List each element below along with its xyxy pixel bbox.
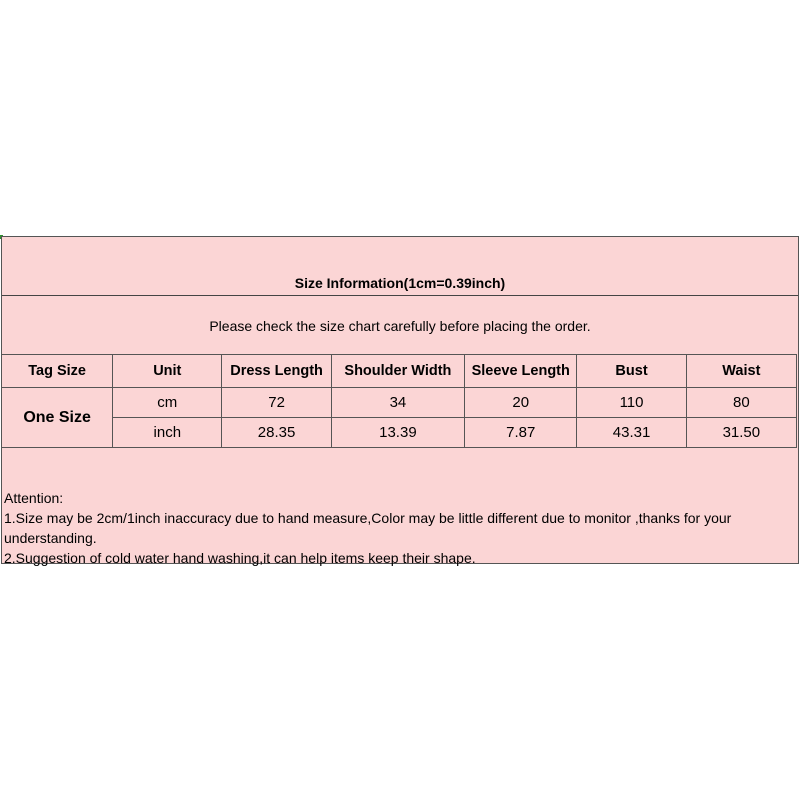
unit-cell: cm	[113, 388, 222, 418]
table-header-row	[2, 355, 797, 388]
attention-line-2: 2.Suggestion of cold water hand washing,it can help items keep their shape.	[4, 550, 476, 566]
table-row	[2, 418, 797, 448]
header-unit: Unit	[113, 355, 222, 388]
header-waist: Waist	[686, 355, 796, 388]
header-sleeve-length: Sleeve Length	[465, 355, 577, 388]
shoulder-width-cell: 13.39	[331, 418, 464, 448]
bust-cell: 43.31	[577, 418, 686, 448]
size-table	[1, 354, 797, 448]
attention-notes	[4, 488, 800, 568]
size-chart-panel	[1, 236, 799, 564]
header-shoulder-width: Shoulder Width	[331, 355, 464, 388]
header-tag-size: Tag Size	[2, 355, 113, 388]
table-row	[2, 388, 797, 418]
unit-cell: inch	[113, 418, 222, 448]
sleeve-length-cell: 7.87	[465, 418, 577, 448]
waist-cell: 80	[686, 388, 796, 418]
shoulder-width-cell: 34	[331, 388, 464, 418]
bust-cell: 110	[577, 388, 686, 418]
attention-heading: Attention:	[4, 490, 64, 506]
dress-length-cell: 28.35	[222, 418, 331, 448]
size-chart-note: Please check the size chart carefully before placing the order.	[209, 318, 591, 334]
sleeve-length-cell: 20	[465, 388, 577, 418]
tag-size-value: One Size	[2, 388, 113, 448]
header-dress-length: Dress Length	[222, 355, 331, 388]
dress-length-cell: 72	[222, 388, 331, 418]
header-bust: Bust	[577, 355, 686, 388]
size-chart-title: Size Information(1cm=0.39inch)	[294, 275, 506, 291]
attention-line-1: 1.Size may be 2cm/1inch inaccuracy due to hand measure,Color may be little different due to monitor ,thanks for your understanding.	[4, 510, 732, 546]
waist-cell: 31.50	[686, 418, 796, 448]
divider	[2, 295, 798, 296]
